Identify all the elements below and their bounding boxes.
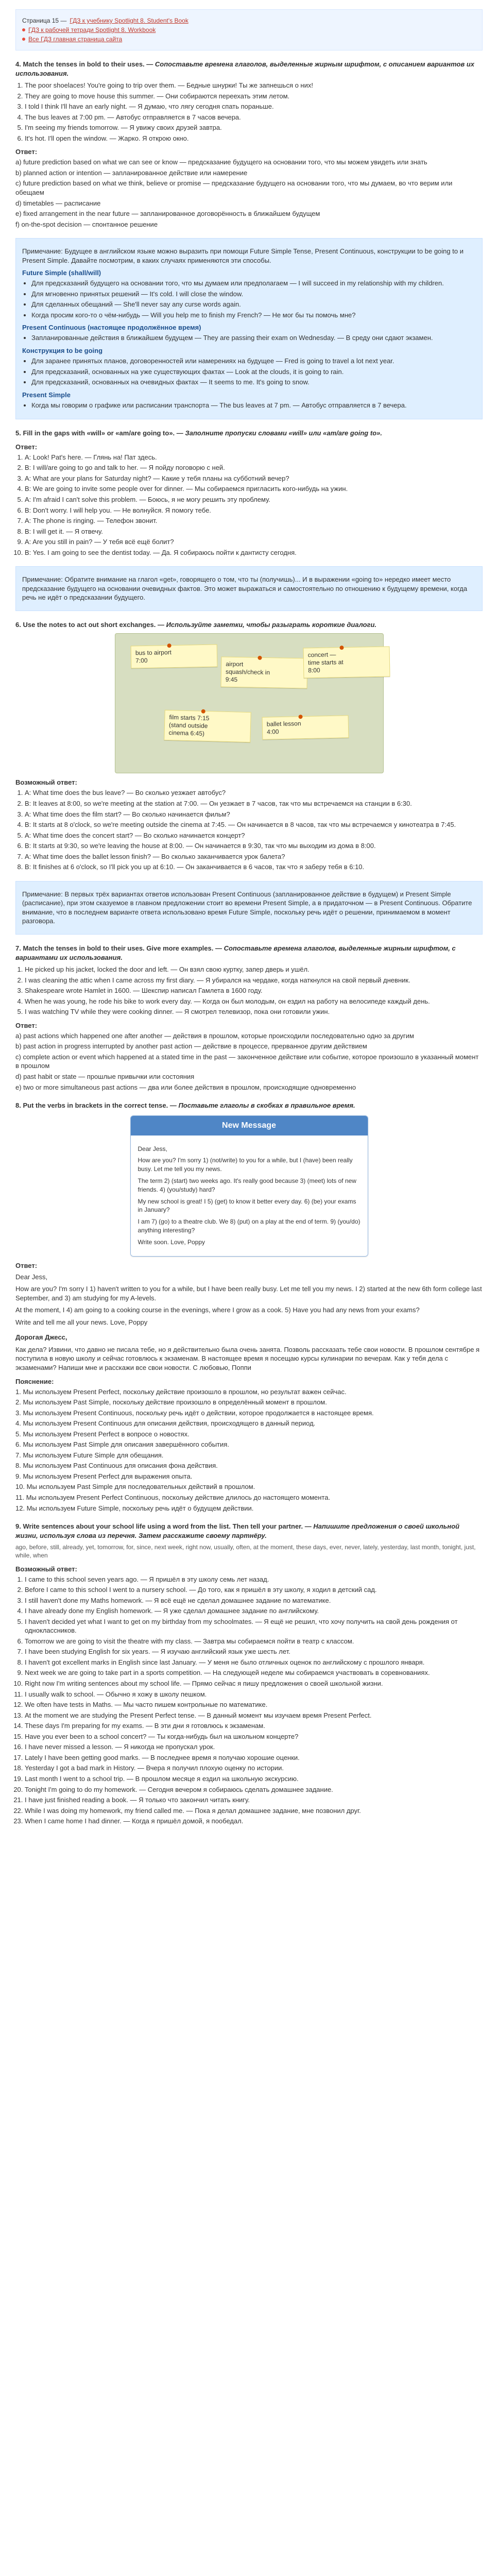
exercise-4-list — [25, 81, 483, 143]
exercise-7-title-ru: — Сопоставьте времена глаголов, выделенные жирным шрифтом, с вариантами их использования. — [15, 944, 456, 961]
exercise-6-answer-label: Возможный ответ: — [15, 778, 77, 787]
going-to-list — [31, 357, 476, 387]
exercise-4-title-ru: — Сопоставьте времена глаголов, выделенные жирным шрифтом, с описанием вариантов их использования. — [15, 60, 475, 77]
exercise-7 — [15, 944, 483, 1092]
answer-item: 10. B: Yes. I am going to see the dentist today. — Да. Я собираюсь пойти к дантисту сегодня. — [25, 548, 483, 557]
list-item: 6. It's hot. I'll open the window. — Жарко. Я открою окно. — [25, 134, 483, 143]
explanation-item: 8. Мы используем Past Continuous для описания фона действия. — [15, 1462, 218, 1470]
exercise-4-title — [15, 60, 483, 78]
future-simple-header: Future Simple (shall/will) — [22, 269, 101, 277]
exercise-9-title-ru: — Напишите предложения о своей школьной жизни, используя слова из перечня. Затем расскажите своему партнёру. — [15, 1522, 460, 1539]
answer-item: 1. A: Look! Pat's here. — Глянь на! Пат здесь. — [25, 453, 483, 462]
sticky-note-text: concert — time starts at 8:00 — [307, 651, 344, 674]
pin-icon — [298, 715, 302, 719]
answer-item: 16. I have never missed a lesson. — Я никогда не пропускал урок. — [25, 1742, 483, 1752]
home-link[interactable]: Все ГДЗ главная страница сайта — [28, 36, 123, 43]
sticky-note — [262, 716, 349, 740]
answer-item: 11. I usually walk to school. — Обычно я хожу в школу пешком. — [25, 1690, 483, 1699]
answer-item: 6. Tomorrow we are going to visit the theatre with my class. — Завтра мы собираемся пойти в театр с классом. — [25, 1637, 483, 1646]
pin-icon — [339, 646, 344, 650]
present-continuous-header: Present Continuous (настоящее продолжённое время) — [22, 324, 201, 332]
exercise-4-answer-label: Ответ: — [15, 148, 38, 156]
explanation-item: 12. Мы используем Future Simple, поскольку речь идёт о будущем действии. — [15, 1504, 254, 1512]
answer-item: 6. B: Don't worry. I will help you. — Не волнуйся. Я помогу тебе. — [25, 506, 483, 515]
notes-board — [115, 633, 384, 773]
list-item: • Для мгновенно принятых решений — It's cold. I will close the window. — [31, 290, 476, 299]
exercise-8-answer-label: Ответ: — [15, 1261, 38, 1269]
list-item: 2. They are going to move house this summer. — Они собираются переехать этим летом. — [25, 92, 483, 101]
answer-item: 1. I came to this school seven years ago. — Я пришёл в эту школу семь лет назад. — [25, 1575, 483, 1584]
message-line: Dear Jess, — [138, 1145, 167, 1153]
answer-item: b) past action in progress interrupted by another past action — действие в процессе, прерванное другим действием — [15, 1042, 367, 1050]
answer-item: 3. A: What are your plans for Saturday night? — Какие у тебя планы на субботний вечер? — [25, 474, 483, 483]
exercise-7-answer-label: Ответ: — [15, 1021, 38, 1029]
bullet-icon — [22, 28, 25, 31]
explanation-item: 5. Мы используем Present Perfect в вопросе о новостях. — [15, 1430, 190, 1438]
answer-item: c) complete action or event which happened at a stated time in the past — законченное действие или событие, которое произошло в указанный момент в прошлом — [15, 1053, 479, 1070]
list-item: • Когда просим кого-то о чём-нибудь — Will you help me to finish my French? — Не мог бы ты помочь мне? — [31, 311, 476, 320]
answer-item: 18. Yesterday I got a bad mark in History. — Вчера я получил плохую оценку по истории. — [25, 1764, 483, 1773]
exercise-5 — [15, 429, 483, 557]
explanation-item: 11. Мы используем Present Perfect Continuous, поскольку действие длилось до настоящего момента. — [15, 1494, 331, 1501]
exercise-8-answer — [15, 1273, 483, 1327]
pin-icon — [257, 656, 262, 660]
answer-item: 15. Have you ever been to a school concert? — Ты когда-нибудь был на школьном концерте? — [25, 1732, 483, 1741]
note-box-tenses — [15, 238, 483, 419]
ru-text: Как дела? Извини, что давно не писала тебе, но я действительно была очень занята. Позволь рассказать тебе свои новости. В прошлом сентябре я поступила в новую школу и сейчас готовлюсь к экзаменам. В настоящее время я посещаю курсы кулинарии по вечерам. Как у тебя дела с экзаменами? Напиши мне и расскажи все свои новости. С любовью, Поппи — [15, 1345, 480, 1371]
answer-item: 5. A: I'm afraid I can't solve this problem. — Боюсь, я не могу решить эту проблему. — [25, 495, 483, 504]
answer-item: 8. I haven't got excellent marks in English since last January. — У меня не было отличных оценок по английскому с прошлого января. — [25, 1658, 483, 1667]
answer-item: 19. Last month I went to a school trip. — В прошлом месяце я ездил на школьную экскурсию. — [25, 1774, 483, 1784]
answer-item: 4. B: It starts at 8 o'clock, so we're meeting outside the cinema at 7:45. — Он начинается в 8 часов, так что мы встречаемся у кинотеатра в 7:45. — [25, 820, 483, 829]
answer-item: 3. A: What time does the film start? — Во сколько начинается фильм? — [25, 810, 483, 819]
footer-space — [15, 1835, 483, 1856]
exercise-5-title-en: 5. Fill in the gaps with «will» or «am/are going to». — [15, 429, 175, 437]
answer-item: a) past actions which happened one after another — действия в прошлом, которые происходили последовательно одно за другим — [15, 1031, 414, 1040]
note-intro: Примечание: Будущее в английском языке можно выразить при помощи Future Simple Tense, Present Continuous, конструкции to be going to и Present Simple. Давайте посмотрим, в каких случаях применяются эти способы. — [22, 247, 463, 264]
message-card — [130, 1115, 368, 1257]
answer-item: 7. A: What time does the ballet lesson finish? — Во сколько заканчивается урок балета? — [25, 852, 483, 861]
message-line: My new school is great! I 5) (get) to know it better every day. 6) (be) your exams in January? — [138, 1197, 356, 1214]
list-item: 4. When he was young, he rode his bike to work every day. — Когда он был молодым, он ездил на работу на велосипеде каждый день. — [25, 997, 483, 1006]
list-item: • Для сделанных обещаний — She'll never say any curse words again. — [31, 300, 476, 309]
list-item: 5. I was watching TV while they were cooking dinner. — Я смотрел телевизор, пока они готовили ужин. — [25, 1007, 483, 1016]
list-item: 5. I'm seeing my friends tomorrow. — Я увижу своих друзей завтра. — [25, 123, 483, 132]
page-navigation — [15, 9, 483, 50]
exercise-7-list — [25, 965, 483, 1016]
exercise-8-title-ru: — Поставьте глаголы в скобках в правильное время. — [169, 1101, 355, 1110]
present-continuous-list — [31, 333, 476, 343]
answer-item: 21. I have just finished reading a book. — Я только что закончил читать книгу. — [25, 1795, 483, 1805]
answer-item: 2. Before I came to this school I went to a nursery school. — До того, как я пришёл в эту школу, я ходил в детский сад. — [25, 1585, 483, 1595]
message-wrap — [15, 1115, 483, 1257]
answer-item: 2. B: It leaves at 8:00, so we're meeting at the station at 7:00. — Он уезжает в 7 часов, так что мы встречаемся на станции в 6:30. — [25, 799, 483, 808]
student-book-link[interactable]: ГДЗ к учебнику Spotlight 8. Student's Book — [70, 17, 188, 24]
answer-item: 5. A: What time does the concert start? — Во сколько начинается концерт? — [25, 831, 483, 840]
exercise-9-title-en: 9. Write sentences about your school life using a word from the list. Then tell your partner. — [15, 1522, 303, 1531]
answer-item: 4. I have already done my English homework. — Я уже сделал домашнее задание по английскому. — [25, 1606, 483, 1616]
answer-item: 8. B: I will get it. — Я отвечу. — [25, 527, 483, 536]
answer-item: 4. B: We are going to invite some people over for dinner. — Мы собираемся пригласить кого-нибудь на ужин. — [25, 484, 483, 494]
exercise-8-title-en: 8. Put the verbs in brackets in the correct tense. — [15, 1101, 168, 1110]
message-line: I am 7) (go) to a theatre club. We 8) (put) on a play at the end of term. 9) (you/do) anything interesting? — [138, 1218, 360, 1234]
page-label: Страница 15 — — [22, 17, 67, 24]
exercise-7-title-en: 7. Match the tenses in bold to their uses. Give more examples. — [15, 944, 214, 952]
message-body — [131, 1136, 368, 1256]
nav-row-workbook — [22, 26, 476, 33]
note-box-exercise-6 — [15, 881, 483, 935]
workbook-link[interactable]: ГДЗ к рабочей тетради Spotlight 8. Workbook — [28, 26, 156, 33]
exercise-9-answer-label: Возможный ответ: — [15, 1565, 77, 1573]
sticky-note — [130, 645, 217, 669]
list-item: • Для предсказаний, основанных на уже существующих фактах — Look at the clouds, it is going to rain. — [31, 367, 476, 377]
sticky-note-text: ballet lesson 4:00 — [266, 720, 301, 736]
answer-item: 9. Next week we are going to take part in a sports competition. — На следующей неделе мы собираемся участвовать в соревнованиях. — [25, 1668, 483, 1677]
list-item: 3. I told I think I'll have an early night. — Я думаю, что лягу сегодня спать пораньше. — [25, 102, 483, 111]
list-item: 1. He picked up his jacket, locked the door and left. — Он взял свою куртку, запер дверь и ушёл. — [25, 965, 483, 974]
answer-item: e) fixed arrangement in the near future — запланированное договорённость в ближайшем будущем — [15, 210, 320, 218]
exercise-5-answers — [25, 453, 483, 557]
answer-item: 1. A: What time does the bus leave? — Во сколько уезжает автобус? — [25, 788, 483, 798]
exercise-8-title — [15, 1101, 483, 1110]
exercise-9-title — [15, 1522, 483, 1540]
message-line: The term 2) (start) two weeks ago. It's really good because 3) (meet) lots of new friends. 4) (you/study) hard? — [138, 1177, 356, 1193]
pin-icon — [201, 709, 205, 714]
answer-item: 12. We often have tests in Maths. — Мы часто пишем контрольные по математике. — [25, 1700, 483, 1709]
sticky-note-text: film starts 7:15 (stand outside cinema 6:45) — [168, 714, 210, 738]
answer-item: 14. These days I'm preparing for my exams. — В эти дни я готовлюсь к экзаменам. — [25, 1721, 483, 1731]
exercise-4-title-en: 4. Match the tenses in bold to their uses. — [15, 60, 145, 68]
explanation-item: 2. Мы используем Past Simple, поскольку действие произошло в определённый момент в прошлом. — [15, 1398, 327, 1406]
answer-item: 13. At the moment we are studying the Present Perfect tense. — В данный момент мы изучаем время Present Perfect. — [25, 1711, 483, 1720]
exercise-9 — [15, 1522, 483, 1826]
explanations-label: Пояснение: — [15, 1377, 54, 1385]
list-item: 1. The poor shoelaces! You're going to trip over them. — Бедные шнурки! Ты же запнешься о них! — [25, 81, 483, 90]
exercise-6-title — [15, 620, 483, 630]
answer-item: c) future prediction based on what we think, believe or promise — предсказание будущего на основании того, что мы думаем, во что верим или обещаем — [15, 179, 453, 197]
bullet-icon — [22, 38, 25, 41]
exercise-6-answers — [25, 788, 483, 871]
list-item: • Когда мы говорим о графике или расписании транспорта — The bus leaves at 7 pm. — Автобус отправляется в 7 вечера. — [31, 401, 476, 410]
present-simple-header: Present Simple — [22, 391, 71, 399]
sticky-note-text: bus to airport 7:00 — [135, 649, 171, 665]
message-line: How are you? I'm sorry 1) (not/write) to you for a while, but I (have) been really busy. Let me tell you my news. — [138, 1157, 353, 1173]
list-item: • Для предсказаний будущего на основании того, что мы думаем или предполагаем — I will succeed in my relationship with my children. — [31, 279, 476, 288]
exercise-6-title-ru: — Используйте заметки, чтобы разыграть короткие диалоги. — [157, 620, 377, 629]
exercise-5-title-ru: — Заполните пропуски словами «will» или «am/are going to». — [176, 429, 382, 437]
answer-item: 2. B: I will/are going to go and talk to her. — Я пойду поговорю с ней. — [25, 463, 483, 472]
answer-item: 22. While I was doing my homework, my friend called me. — Пока я делал домашнее задание, мне позвонил друг. — [25, 1806, 483, 1816]
note-box-going-to — [15, 566, 483, 611]
exercise-7-answers — [15, 1031, 483, 1092]
pin-icon — [167, 644, 171, 648]
message-line: Write soon. Love, Poppy — [138, 1238, 205, 1246]
exercise-4 — [15, 60, 483, 229]
answer-item: 7. I have been studying English for six years. — Я изучаю английский язык уже шесть лет. — [25, 1647, 483, 1656]
exercise-8 — [15, 1101, 483, 1513]
answer-item: 5. I haven't decided yet what I want to get on my birthday from my schoolmates. — Я ещё не решил, что хочу получить на свой день рождения от одноклассников. — [25, 1617, 483, 1635]
answer-paragraph: Write and tell me all your news. Love, Poppy — [15, 1318, 148, 1326]
answer-item: 9. A: Are you still in pain? — У тебя всё ещё болит? — [25, 537, 483, 547]
answer-item: b) planned action or intention — запланированное действие или намерение — [15, 168, 248, 177]
ru-header: Дорогая Джесс, — [15, 1333, 67, 1342]
exercise-4-answers — [15, 158, 483, 229]
note-text: Примечание: В первых трёх вариантах ответов использован Present Continuous (запланированное действие в будущем) и Present Simple (расписание), при этом сказуемое в главном предложении стоит во времени Present Simple, а в придаточном — в Present Continuous. Обратите внимание, что в последнем варианте ответа использовано время Future Simple, поскольку речь идёт о решении, принимаемом в момент разговора. — [22, 890, 472, 925]
answer-item: 17. Lately I have been getting good marks. — В последнее время я получаю хорошие оценки. — [25, 1753, 483, 1762]
answer-item: d) past habit or state — прошлые привычки или состояния — [15, 1073, 195, 1080]
list-item: • Для заранее принятых планов, договоренностей или намерениях на будущее — Fred is going to travel a lot next year. — [31, 357, 476, 366]
answer-item: e) two or more simultaneous past actions — два или более действия в прошлом, происходящие одновременно — [15, 1083, 356, 1091]
exercise-6 — [15, 620, 483, 872]
answer-paragraph: Dear Jess, — [15, 1273, 48, 1281]
explanation-item: 9. Мы используем Present Perfect для выражения опыта. — [15, 1472, 193, 1480]
answer-item: d) timetables — расписание — [15, 199, 101, 207]
sticky-note — [164, 710, 251, 742]
explanation-item: 6. Мы используем Past Simple для описания завершённого события. — [15, 1440, 229, 1449]
answer-item: 3. I still haven't done my Maths homework. — Я всё ещё не сделал домашнее задание по математике. — [25, 1596, 483, 1605]
message-header — [131, 1116, 368, 1136]
list-item: • Для предсказаний, основанных на очевидных фактах — It seems to me. It's going to snow. — [31, 378, 476, 387]
answer-paragraph: At the moment, I 4) am going to a cooking course in the evenings, where I grow as a cook. 5) Have you had any news from your exams? — [15, 1306, 420, 1314]
message-header-text: New Message — [222, 1121, 276, 1130]
nav-page-label-row — [22, 17, 476, 24]
answer-item: 20. Tonight I'm going to do my homework. — Сегодня вечером я собираюсь сделать домашнее задание. — [25, 1785, 483, 1794]
answer-item: f) on-the-spot decision — спонтанное решение — [15, 220, 158, 228]
answer-item: 6. B: It starts at 9:30, so we're leaving the house at 8:00. — Он начинается в 9:30, так что мы выходим из дома в 8:00. — [25, 841, 483, 851]
list-item: 2. I was cleaning the attic when I came across my first diary. — Я убирался на чердаке, когда наткнулся на свой первый дневник. — [25, 976, 483, 985]
exercise-7-title — [15, 944, 483, 962]
list-item: 3. Shakespeare wrote Hamlet in 1600. — Шекспир написал Гамлета в 1600 году. — [25, 986, 483, 995]
list-item: • Запланированные действия в ближайшем будущем — They are passing their exam on Wednesday. — В среду они сдают экзамен. — [31, 333, 476, 343]
explanation-item: 4. Мы используем Present Continuous для описания действия, происходящего в данный период. — [15, 1419, 316, 1428]
exercise-6-title-en: 6. Use the notes to act out short exchanges. — [15, 620, 156, 629]
answer-item: 23. When I came home I had dinner. — Когда я пришёл домой, я пообедал. — [25, 1817, 483, 1826]
list-item: 4. The bus leaves at 7:00 pm. — Автобус отправляется в 7 часов вечера. — [25, 113, 483, 122]
explanations-list — [15, 1387, 483, 1513]
answer-paragraph: How are you? I'm sorry I 1) haven't written to you for a while, but I have been really busy. Let me tell you my news. I 2) started at the new 6th form college last September, and 3) am studying for my A-levels. — [15, 1285, 482, 1302]
exercise-9-answers — [25, 1575, 483, 1826]
notes-board-wrap — [15, 633, 483, 773]
answer-item: 7. A: The phone is ringing. — Телефон звонит. — [25, 516, 483, 526]
future-simple-list — [31, 279, 476, 319]
present-simple-list — [31, 401, 476, 410]
sticky-note — [303, 647, 390, 679]
note-text: Примечание: Обратите внимание на глагол «get», говорящего о том, что ты (получишь)... И в выражении «going to» нередко имеет место предсказание будущего на основании очевидных фактов. Это может выражаться и самостоятельно по отношению к будущему времени, когда речь не идёт о предсказании будущего. — [22, 575, 468, 602]
sticky-note-text: airport squash/check in 9:45 — [225, 660, 270, 684]
answer-item: 10. Right now I'm writing sentences about my school life. — Прямо сейчас я пишу предложения о своей школьной жизни. — [25, 1679, 483, 1688]
answer-item: a) future prediction based on what we can see or know — предсказание будущего на основании того, что мы можем увидеть или знать — [15, 158, 427, 166]
exercise-5-title — [15, 429, 483, 438]
nav-row-home — [22, 36, 476, 43]
explanation-item: 3. Мы используем Present Continuous, поскольку речь идёт о действии, которое продолжается в настоящее время. — [15, 1409, 374, 1417]
exercise-5-answer-label: Ответ: — [15, 443, 38, 451]
explanation-item: 1. Мы используем Present Perfect, поскольку действие произошло в прошлом, но результат важен сейчас. — [15, 1387, 347, 1396]
going-to-header: Конструкция to be going — [22, 347, 103, 355]
answer-item: 8. B: It finishes at 6 o'clock, so I'll pick you up at 6:10. — Он заканчивается в 6 часов, так что я заберу тебя в 6:10. — [25, 862, 483, 872]
explanation-item: 7. Мы используем Future Simple для обещания. — [15, 1451, 164, 1459]
explanation-item: 10. Мы используем Past Simple для последовательных действий в прошлом. — [15, 1483, 255, 1491]
sticky-note — [220, 657, 307, 689]
word-list: ago, before, still, already, yet, tomorrow, for, since, next week, right now, usually, often, at the moment, these days, ever, never, lately, yesterday, last month, tonight, just, while, when — [15, 1544, 476, 1560]
